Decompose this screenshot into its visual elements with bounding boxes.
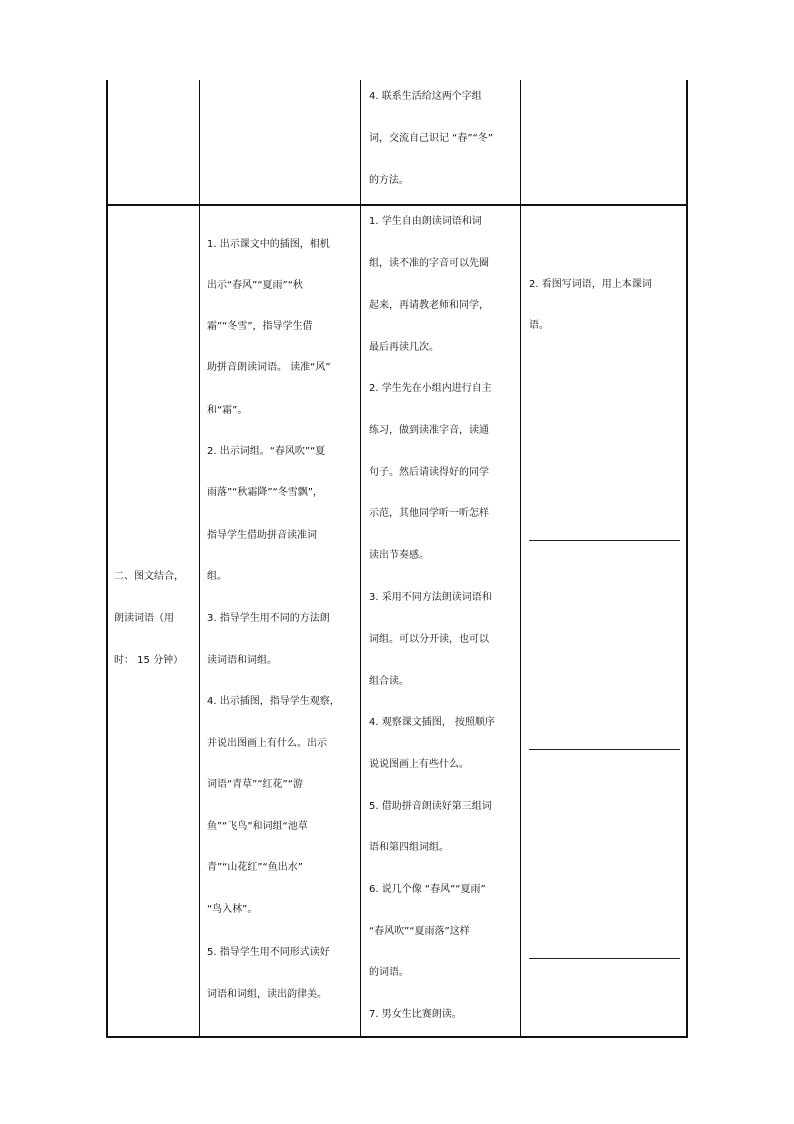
text-line: 组合读。 (369, 676, 409, 687)
text-line: 和“霜”。 (207, 405, 248, 416)
text-line: “春风吹”“夏雨落”这样 (369, 926, 470, 937)
text-line: 青”“山花红”“鱼出水” (207, 862, 303, 873)
text-line: 词语“青草”“红花”“游 (207, 779, 303, 790)
text-line: 的词语。 (369, 967, 409, 978)
text-line: 7. 男女生比赛朗读。 (369, 1009, 462, 1020)
text-line: 语。 (529, 320, 549, 331)
text-line: 鱼”“飞鸟”和词组“池草 (207, 821, 308, 832)
text-line: 时： 15 分钟） (114, 655, 184, 666)
table-row-divider (106, 204, 688, 206)
table-left-border (106, 80, 108, 1038)
text-line: “鸟入林”。 (207, 904, 258, 915)
text-line: 1. 学生自由朗读词语和词 (369, 216, 482, 227)
text-line: 组。 (207, 571, 227, 582)
text-line: 练习，做到读准字音，读通 (369, 425, 489, 436)
text-line: 霜”“冬雪”，指导学生借 (207, 321, 313, 332)
writing-blank-line (529, 540, 680, 541)
text-line: 示范，其他同学听一听怎样 (369, 508, 489, 519)
text-line: 并说出图画上有什么。出示 (207, 738, 327, 749)
writing-blank-line (529, 958, 680, 959)
text-line: 句子。然后请读得好的同学 (369, 467, 489, 478)
text-line: 词语和词组，读出韵律美。 (207, 989, 327, 1000)
text-line: 二、图文结合， (114, 571, 184, 582)
text-line: 4. 出示插图，指导学生观察， (207, 696, 340, 707)
text-line: 5. 指导学生用不同形式读好 (207, 947, 330, 958)
text-line: 出示“春风”“夏雨”“秋 (207, 280, 303, 291)
table-col-divider-3 (520, 80, 521, 1038)
text-line: 2. 看图写词语，用上本课词 (529, 279, 652, 290)
text-line: 说说图画上有些什么。 (369, 759, 469, 770)
text-line: 词组。可以分开读，也可以 (369, 634, 489, 645)
text-line: 雨落”“秋霜降”“冬雪飘”， (207, 487, 323, 498)
text-line: 6. 说几个像 “春风”“夏雨” (369, 884, 486, 895)
text-line: 指导学生借助拼音读准词 (207, 530, 317, 541)
text-line: 3. 采用不同方法朗读词语和 (369, 592, 492, 603)
text-line: 起来，再请教老师和同学， (369, 300, 489, 311)
text-line: 读词语和词组。 (207, 655, 277, 666)
text-line: 助拼音朗读词语。 读准“风” (207, 362, 331, 373)
text-line: 语和第四组词组。 (369, 842, 449, 853)
text-line: 5. 借助拼音朗读好第三组词 (369, 801, 492, 812)
table-bottom-border (106, 1036, 688, 1038)
table-col-divider-2 (360, 80, 361, 1038)
text-line: 最后再读几次。 (369, 342, 439, 353)
table-right-border (686, 80, 688, 1038)
text-line: 2. 出示词组。“春风吹”“夏 (207, 446, 326, 457)
text-line: 朗读词语（用 (114, 613, 174, 624)
writing-blank-line (529, 749, 680, 750)
text-line: 1. 出示课文中的插图，相机 (207, 239, 330, 250)
text-line: 组，读不准的字音可以先圈 (369, 258, 489, 269)
text-line: 2. 学生先在小组内进行自主 (369, 383, 492, 394)
text-line: 4. 观察课文插图， 按照顺序 (369, 717, 495, 728)
text-line: 的方法。 (369, 175, 409, 186)
text-line: 读出节奏感。 (369, 550, 429, 561)
text-line: 3. 指导学生用不同的方法朗 (207, 613, 330, 624)
text-line: 词，交流自己识记 “春”“冬” (369, 133, 493, 144)
table-col-divider-1 (199, 80, 200, 1038)
text-line: 4. 联系生活给这两个字组 (369, 91, 482, 102)
